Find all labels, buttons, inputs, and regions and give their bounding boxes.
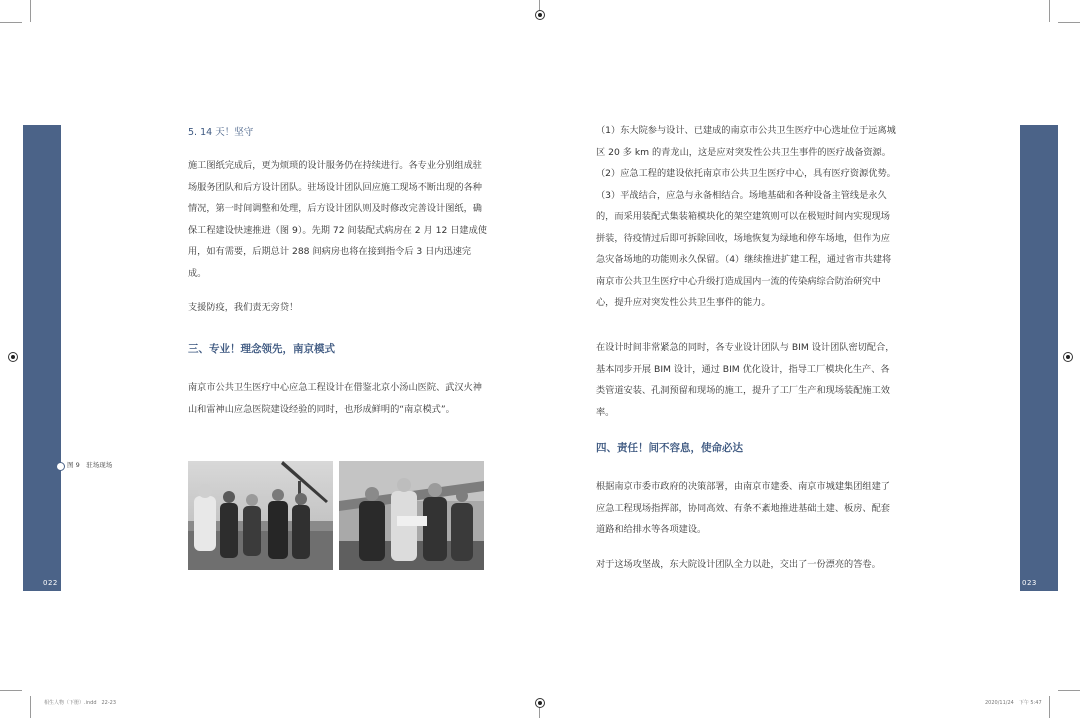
body-paragraph: 支援防疫，我们责无旁贷！ (188, 302, 299, 313)
construction-site-photo (188, 461, 333, 570)
footer-timestamp: 2020/11/24 下午 5:47 (985, 700, 1042, 706)
section-title: 5. 14 天！坚守 (188, 127, 254, 138)
figure-caption: 图 9 驻场现场 (67, 461, 113, 469)
body-paragraph: 施工图纸完成后，更为烦琐的设计服务仍在持续进行。各专业分别组成驻场服务团队和后方设计团队。驻场设计团队回应施工现场不断出现的各种情况，第一时间调整和处理，后方设计团队则及时修改完善设计图纸，确保工程建设快速推进（图 9）。先期 72 间装配式病房在 2 月 12 日建成使用，如有需要，后期总计 288 间病房也将在接到指令后 3 日内迅速完成。 (188, 160, 487, 279)
registration-mark (535, 698, 545, 708)
section-heading: 四、责任！间不容息，使命必达 (596, 442, 743, 454)
crop-mark (30, 0, 31, 22)
footer-file-info: 相生人物（下册）.indd 22-23 (44, 700, 117, 706)
right-page-number: 023 (1022, 579, 1037, 587)
crop-mark (1049, 696, 1050, 718)
left-page-number: 022 (43, 579, 58, 587)
crop-mark (0, 690, 22, 691)
crop-mark (0, 22, 22, 23)
registration-mark (8, 352, 18, 362)
registration-mark (535, 10, 545, 20)
right-page-band (1020, 125, 1058, 591)
caption-bullet-icon (56, 462, 65, 471)
site-meeting-photo (339, 461, 484, 570)
crop-mark (1058, 22, 1080, 23)
left-page-band (23, 125, 61, 591)
body-paragraph: 在设计时间非常紧急的同时，各专业设计团队与 BIM 设计团队密切配合，基本同步开展 BIM 设计，通过 BIM 优化设计，指导工厂模块化生产、各类管道安装、孔洞预留和现场的施工，提升了工厂生产和现场装配施工效率。 (596, 342, 895, 418)
crop-mark (1049, 0, 1050, 22)
body-paragraph: （1）东大院参与设计、已建成的南京市公共卫生医疗中心选址位于远离城区 20 多 km 的青龙山，这是应对突发性公共卫生事件的医疗战备资源。（2）应急工程的建设依托南京市公共卫生医疗中心，具有医疗资源优势。（3）平战结合，应急与永备相结合。场地基础和各种设备主管线是永久的，而采用装配式集装箱模块化的架空建筑则可以在极短时间内实现现场拼装，待疫情过后即可拆除回收，场地恢复为绿地和停车场地，但作为应急灾备场地的功能则永久保留。（4）继续推进扩建工程，通过省市共建将南京市公共卫生医疗中心升级打造成国内一流的传染病综合防治研究中心，提升应对突发性公共卫生事件的能力。 (596, 125, 896, 308)
crop-mark (1058, 690, 1080, 691)
body-paragraph: 对于这场攻坚战，东大院设计团队全力以赴，交出了一份漂亮的答卷。 (596, 559, 881, 570)
body-paragraph: 根据南京市委市政府的决策部署，由南京市建委、南京市城建集团组建了应急工程现场指挥部，协同高效、有条不紊地推进基础土建、板房、配套道路和给排水等各项建设。 (596, 481, 890, 535)
body-paragraph: 南京市公共卫生医疗中心应急工程设计在借鉴北京小汤山医院、武汉火神山和雷神山应急医院建设经验的同时，也形成鲜明的“南京模式”。 (188, 382, 482, 415)
registration-mark (1063, 352, 1073, 362)
crop-mark (30, 696, 31, 718)
section-heading: 三、专业！理念领先，南京模式 (188, 343, 335, 355)
